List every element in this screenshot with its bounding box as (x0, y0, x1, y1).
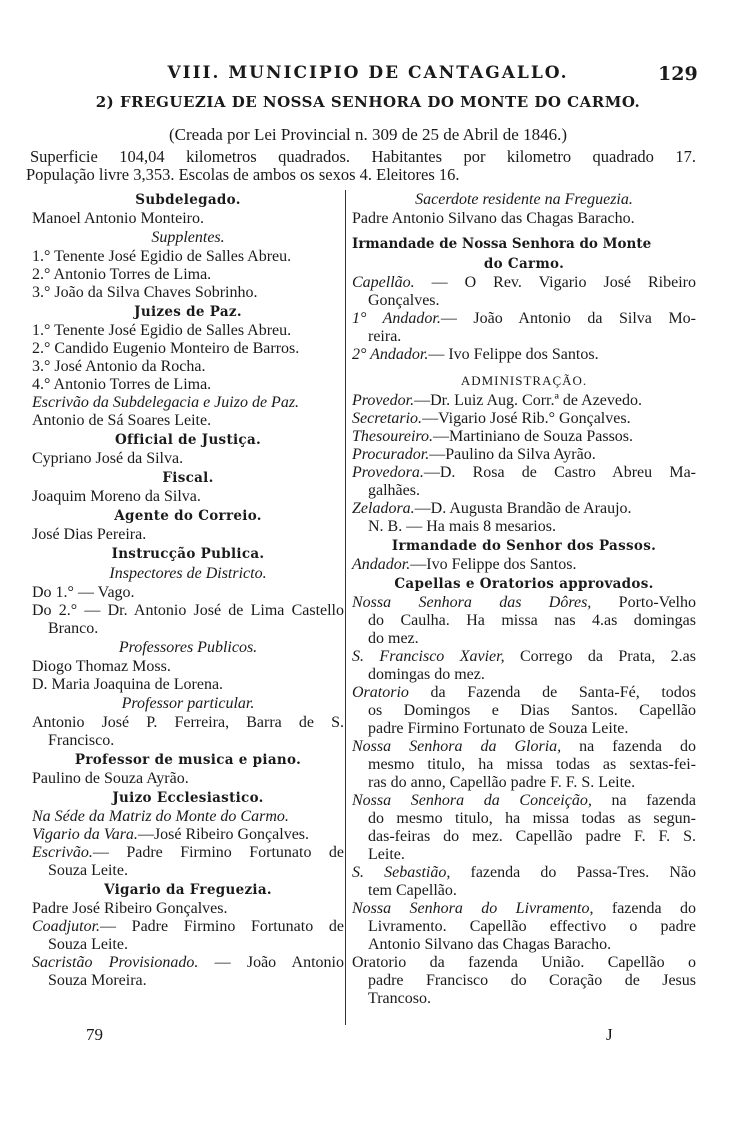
entry-text: Juizes de Paz. (134, 304, 242, 320)
section-heading (32, 506, 344, 526)
entry-text: tem Capellão. (368, 882, 457, 899)
entry-text: Antonio José P. Ferreira, Barra de S. (32, 714, 344, 731)
entry-text: Porto-Velho (591, 594, 696, 611)
running-title: VIII. MUNICIPIO DE CANTAGALLO. (167, 63, 569, 83)
entry-label: Sacristão Provisionado. (32, 954, 199, 971)
statistics-paragraph (26, 147, 696, 184)
entry-text: ras do anno, Capellão padre F. F. S. Leite. (368, 774, 636, 791)
text-line (32, 972, 344, 990)
entry-text: Sacerdote residente na Freguezia. (415, 191, 633, 208)
text-line (32, 658, 344, 676)
entry-label: 1° Andador. (352, 310, 441, 327)
entry-text: Do 2.° — Dr. Antonio José de Lima Castello (32, 602, 344, 619)
entry-text: Trancoso. (368, 990, 431, 1007)
entry-text: — Padre Firmino Fortunato de (92, 844, 344, 861)
entry-text: padre Francisco do Coração de Jesus (368, 972, 696, 989)
text-line (352, 630, 696, 648)
text-line (352, 990, 696, 1008)
text-line (32, 770, 344, 788)
text-line (32, 714, 344, 732)
subheading (32, 564, 344, 584)
stats-line: Superficie 104,04 kilometros quadrados. Habitantes por kilometro quadrado 17. (30, 147, 696, 166)
text-line (32, 732, 344, 750)
text-line (352, 954, 696, 972)
entry-text: Professor particular. (121, 695, 255, 712)
entry-text: do mez. (368, 630, 419, 647)
entry-text: 1.° Tenente José Egidio de Salles Abreu. (32, 248, 292, 265)
entry-label: S. Francisco Xavier, (352, 648, 505, 665)
text-line (352, 612, 696, 630)
text-line (32, 210, 344, 228)
entry-text: — Ivo Felippe dos Santos. (428, 346, 599, 363)
entry-text: os Domingos e Dias Santos. Capellão (368, 702, 696, 719)
text-line (352, 346, 696, 364)
text-line (352, 972, 696, 990)
text-line (352, 864, 696, 882)
entry-text: do Caulha. Ha missa nas 4.as domingas (368, 612, 696, 629)
entry-text: Supplentes. (151, 229, 225, 246)
entry-label: Nossa Senhora da Conceição, (352, 792, 592, 809)
text-line (32, 322, 344, 340)
text-line (352, 594, 696, 612)
entry-text: 2.° Antonio Torres de Lima. (32, 266, 212, 283)
entry-text: Inspectores de Districto. (109, 565, 267, 582)
text-line (32, 412, 344, 430)
entry-text: Antonio de Sá Soares Leite. (32, 412, 212, 429)
signature-letter: J (606, 1025, 613, 1044)
text-line (352, 882, 696, 900)
entry-text: 2.° Candido Eugenio Monteiro de Barros. (32, 340, 300, 357)
entry-text: fazenda do (593, 900, 696, 917)
section-heading (352, 254, 696, 274)
text-line (352, 702, 696, 720)
entry-label: Secretario. (352, 410, 423, 427)
text-line (352, 666, 696, 684)
entry-text: Vigario da Freguezia. (104, 882, 272, 898)
entry-text: Souza Moreira. (48, 972, 147, 989)
page-number: 129 (658, 63, 698, 85)
entry-text: —D. Augusta Brandão de Araujo. (414, 500, 632, 517)
text-line (352, 684, 696, 702)
entry-text: das-feiras do mez. Capellão padre F. F. S. (368, 828, 696, 845)
subheading (352, 190, 696, 210)
text-line (32, 826, 344, 844)
entry-label: Coadjutor. (32, 918, 101, 935)
text-line (352, 648, 696, 666)
section-heading (32, 750, 344, 770)
section-heading (352, 234, 696, 254)
entry-label: Vigario da Vara. (32, 826, 138, 843)
text-line (32, 526, 344, 544)
text-line (352, 846, 696, 864)
entry-text: Livramento. Capellão effectivo o padre (368, 918, 696, 935)
text-line (32, 954, 344, 972)
section-heading (32, 430, 344, 450)
entry-text: —Dr. Luiz Aug. Corr.ª de Azevedo. (414, 392, 642, 409)
entry-text: fazenda do Passa-Tres. Não (450, 864, 697, 881)
entry-text: na fazenda do (561, 738, 696, 755)
entry-label: 2° Andador. (352, 346, 429, 363)
entry-text: Capellas e Oratorios approvados. (394, 576, 654, 592)
entry-text: José Dias Pereira. (32, 526, 147, 543)
entry-text: Francisco. (48, 732, 115, 749)
entry-text: — Padre Firmino Fortunato de (100, 918, 344, 935)
entry-label: Zeladora. (352, 500, 415, 517)
entry-text: 3.° José Antonio da Rocha. (32, 358, 206, 375)
text-line (352, 464, 696, 482)
section-heading (32, 190, 344, 210)
entry-text: do Carmo. (483, 256, 565, 272)
entry-text: Irmandade do Senhor dos Passos. (391, 538, 657, 554)
entry-text: na fazenda (591, 792, 696, 809)
subheading (32, 694, 344, 714)
entry-label: Oratorio (352, 684, 409, 701)
entry-text: Corrego da Prata, 2.as (504, 648, 697, 665)
text-line (352, 738, 696, 756)
text-line (352, 774, 696, 792)
entry-text: Gonçalves. (368, 292, 440, 309)
text-line (352, 556, 696, 574)
entry-label: Nossa Senhora do Livramento, (352, 900, 594, 917)
entry-text: Do 1.° — Vago. (32, 584, 135, 601)
entry-text: domingas do mez. (368, 666, 485, 683)
entry-text: Padre Antonio Silvano das Chagas Baracho. (352, 210, 635, 227)
entry-text: N. B. — Ha mais 8 mesarios. (368, 518, 556, 535)
entry-label: Nossa Senhora da Gloria, (352, 738, 562, 755)
entry-text: da Fazenda de Santa-Fé, todos (408, 684, 696, 701)
text-line (352, 810, 696, 828)
signature-number: 79 (86, 1025, 103, 1044)
text-line (352, 792, 696, 810)
text-line (32, 620, 344, 638)
text-line (352, 518, 696, 536)
entry-text: D. Maria Joaquina de Lorena. (32, 676, 224, 693)
entry-text: 4.° Antonio Torres de Lima. (32, 376, 212, 393)
entry-text: Diogo Thomaz Moss. (32, 658, 171, 675)
text-line (352, 918, 696, 936)
entry-text: —José Ribeiro Gonçalves. (137, 826, 310, 843)
entry-text: 1.° Tenente José Egidio de Salles Abreu. (32, 322, 292, 339)
entry-text: Branco. (48, 620, 99, 637)
text-line (32, 844, 344, 862)
subheading (352, 370, 696, 392)
text-line (32, 936, 344, 954)
text-line (32, 676, 344, 694)
text-line (352, 310, 696, 328)
entry-text: Antonio Silvano das Chagas Baracho. (368, 936, 612, 953)
text-line (32, 808, 344, 826)
stats-line: População livre 3,353. Escolas de ambos os sexos 4. Eleitores 16. (26, 165, 460, 184)
entry-text: Instrucção Publica. (111, 546, 265, 562)
entry-text: Official de Justiça. (115, 432, 261, 448)
entry-text: — João Antonio da Silva Mo- (440, 310, 696, 327)
entry-text: padre Firmino Fortunato de Souza Leite. (368, 720, 629, 737)
entry-text: —Vigario José Rib.° Gonçalves. (422, 410, 631, 427)
text-line (352, 210, 696, 228)
right-column (352, 190, 696, 1008)
text-line (32, 488, 344, 506)
text-line (32, 376, 344, 394)
section-heading (32, 302, 344, 322)
entry-label: Capellão. (352, 274, 415, 291)
entry-text: —Paulino da Silva Ayrão. (429, 446, 596, 463)
entry-text: Leite. (368, 846, 405, 863)
entry-label: Procurador. (352, 446, 430, 463)
text-line (32, 900, 344, 918)
text-line (352, 900, 696, 918)
entry-text: Professor de musica e piano. (74, 752, 302, 768)
text-line (32, 266, 344, 284)
section-heading (32, 788, 344, 808)
text-line (32, 394, 344, 412)
text-line (352, 482, 696, 500)
entry-label: Provedora. (352, 464, 424, 481)
section-heading (32, 468, 344, 488)
entry-text: —Ivo Felippe dos Santos. (410, 556, 577, 573)
creation-note: (Creada por Lei Provincial n. 309 de 25 de Abril de 1846.) (169, 125, 567, 144)
text-line (352, 428, 696, 446)
entry-text: Cypriano José da Silva. (32, 450, 184, 467)
entry-text: ADMINISTRAÇÃO. (460, 373, 588, 388)
text-line (32, 602, 344, 620)
entry-text: Irmandade de Nossa Senhora do Monte (352, 236, 652, 252)
text-line (352, 720, 696, 738)
entry-label: Andador. (352, 556, 411, 573)
entry-text: Souza Leite. (48, 936, 128, 953)
text-line (32, 862, 344, 880)
entry-text: — O Rev. Vigario José Ribeiro (414, 274, 696, 291)
entry-label: Nossa Senhora das Dôres, (352, 594, 592, 611)
text-line (352, 410, 696, 428)
entry-text: —Martiniano de Souza Passos. (433, 428, 634, 445)
text-line (32, 340, 344, 358)
entry-label: Na Séde da Matriz do Monte do Carmo. (32, 808, 289, 825)
entry-text: 3.° João da Silva Chaves Sobrinho. (32, 284, 258, 301)
entry-text: do mesmo titulo, ha missa todas as segun- (368, 810, 696, 827)
text-line (352, 936, 696, 954)
entry-label: Provedor. (352, 392, 415, 409)
text-line (352, 328, 696, 346)
entry-text: Manoel Antonio Monteiro. (32, 210, 204, 227)
entry-text: — João Antonio (198, 954, 344, 971)
text-line (352, 274, 696, 292)
entry-text: galhães. (368, 482, 420, 499)
entry-label: Escrivão da Subdelegacia e Juizo de Paz. (32, 394, 300, 411)
entry-text: Professores Publicos. (118, 639, 258, 656)
subheading (32, 638, 344, 658)
entry-text: mesmo titulo, ha missa todas as sextas-fei- (368, 756, 696, 773)
entry-text: Juizo Ecclesiastico. (112, 790, 264, 806)
section-heading (32, 544, 344, 564)
entry-text: Paulino de Souza Ayrão. (32, 770, 189, 787)
left-column (32, 190, 344, 990)
text-line (352, 292, 696, 310)
section-heading (32, 880, 344, 900)
entry-text: Subdelegado. (135, 192, 241, 208)
entry-label: S. Sebastião, (352, 864, 451, 881)
entry-text: Agente do Correio. (114, 508, 262, 524)
section-title: 2) FREGUEZIA DE NOSSA SENHORA DO MONTE DO CARMO. (95, 93, 641, 111)
entry-text: Fiscal. (162, 470, 214, 486)
section-heading (352, 536, 696, 556)
text-line (32, 248, 344, 266)
entry-text: Souza Leite. (48, 862, 128, 879)
text-line (352, 828, 696, 846)
text-line (32, 284, 344, 302)
text-line (352, 392, 696, 410)
text-line (352, 500, 696, 518)
entry-text: Joaquim Moreno da Silva. (32, 488, 201, 505)
text-line (32, 584, 344, 602)
text-line (352, 756, 696, 774)
subheading (32, 228, 344, 248)
entry-text: reira. (368, 328, 402, 345)
entry-text: —D. Rosa de Castro Abreu Ma- (423, 464, 696, 481)
text-line (352, 446, 696, 464)
entry-text: Oratorio da fazenda União. Capellão o (352, 954, 696, 971)
entry-label: Escrivão. (32, 844, 93, 861)
section-heading (352, 574, 696, 594)
text-line (32, 918, 344, 936)
entry-text: Padre José Ribeiro Gonçalves. (32, 900, 228, 917)
text-line (32, 450, 344, 468)
entry-label: Thesoureiro. (352, 428, 434, 445)
text-line (32, 358, 344, 376)
column-divider (345, 190, 346, 1025)
